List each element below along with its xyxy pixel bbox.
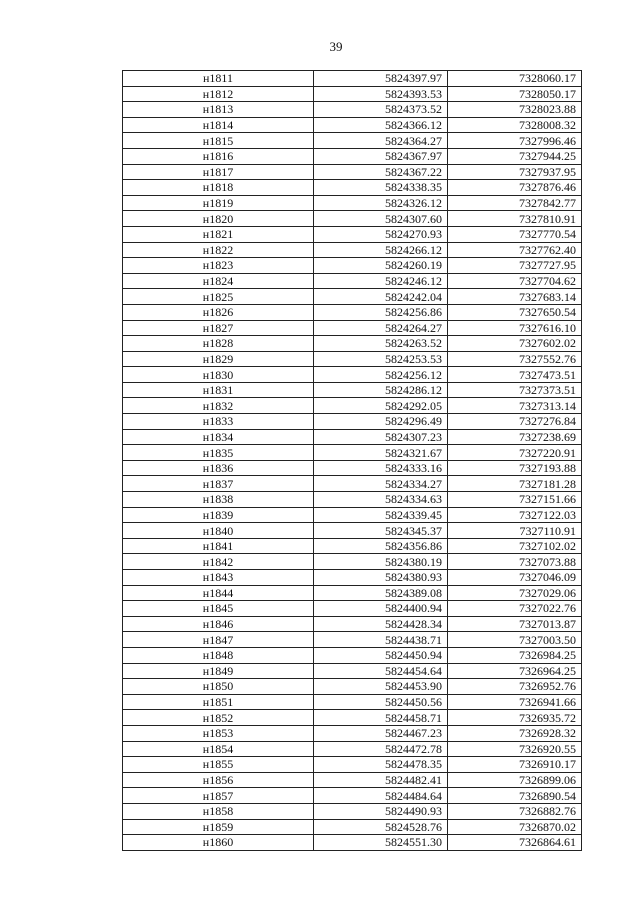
table-row xyxy=(123,320,582,336)
point-id-cell: н1859 xyxy=(123,819,314,835)
table-row xyxy=(123,788,582,804)
y-coordinate-cell: 7327704.62 xyxy=(448,273,582,289)
point-id-cell: н1822 xyxy=(123,242,314,258)
y-coordinate-cell: 7328008.32 xyxy=(448,117,582,133)
x-coordinate-cell: 5824454.64 xyxy=(314,663,448,679)
table-row xyxy=(123,492,582,508)
x-coordinate-cell: 5824356.86 xyxy=(314,538,448,554)
y-coordinate-cell: 7326952.76 xyxy=(448,679,582,695)
point-id-cell: н1837 xyxy=(123,476,314,492)
y-coordinate-cell: 7327046.09 xyxy=(448,570,582,586)
x-coordinate-cell: 5824307.23 xyxy=(314,429,448,445)
x-coordinate-cell: 5824528.76 xyxy=(314,819,448,835)
table-row xyxy=(123,647,582,663)
point-id-cell: н1830 xyxy=(123,367,314,383)
y-coordinate-cell: 7327727.95 xyxy=(448,258,582,274)
y-coordinate-cell: 7327073.88 xyxy=(448,554,582,570)
table-row xyxy=(123,382,582,398)
table-row xyxy=(123,663,582,679)
table-row xyxy=(123,367,582,383)
y-coordinate-cell: 7327022.76 xyxy=(448,601,582,617)
x-coordinate-cell: 5824428.34 xyxy=(314,616,448,632)
y-coordinate-cell: 7327683.14 xyxy=(448,289,582,305)
point-id-cell: н1848 xyxy=(123,647,314,663)
point-id-cell: н1842 xyxy=(123,554,314,570)
x-coordinate-cell: 5824338.35 xyxy=(314,180,448,196)
x-coordinate-cell: 5824345.37 xyxy=(314,523,448,539)
table-row xyxy=(123,585,582,601)
y-coordinate-cell: 7327102.02 xyxy=(448,538,582,554)
y-coordinate-cell: 7327151.66 xyxy=(448,492,582,508)
x-coordinate-cell: 5824286.12 xyxy=(314,382,448,398)
point-id-cell: н1850 xyxy=(123,679,314,695)
table-row xyxy=(123,601,582,617)
point-id-cell: н1816 xyxy=(123,148,314,164)
y-coordinate-cell: 7327937.95 xyxy=(448,164,582,180)
table-row xyxy=(123,226,582,242)
x-coordinate-cell: 5824334.27 xyxy=(314,476,448,492)
y-coordinate-cell: 7327110.91 xyxy=(448,523,582,539)
point-id-cell: н1858 xyxy=(123,803,314,819)
x-coordinate-cell: 5824467.23 xyxy=(314,725,448,741)
point-id-cell: н1853 xyxy=(123,725,314,741)
point-id-cell: н1829 xyxy=(123,351,314,367)
table-row xyxy=(123,180,582,196)
y-coordinate-cell: 7327810.91 xyxy=(448,211,582,227)
x-coordinate-cell: 5824292.05 xyxy=(314,398,448,414)
x-coordinate-cell: 5824264.27 xyxy=(314,320,448,336)
point-id-cell: н1836 xyxy=(123,460,314,476)
y-coordinate-cell: 7327944.25 xyxy=(448,148,582,164)
x-coordinate-cell: 5824389.08 xyxy=(314,585,448,601)
y-coordinate-cell: 7327876.46 xyxy=(448,180,582,196)
point-id-cell: н1843 xyxy=(123,570,314,586)
point-id-cell: н1856 xyxy=(123,772,314,788)
table-row xyxy=(123,273,582,289)
x-coordinate-cell: 5824334.63 xyxy=(314,492,448,508)
point-id-cell: н1817 xyxy=(123,164,314,180)
y-coordinate-cell: 7326920.55 xyxy=(448,741,582,757)
point-id-cell: н1820 xyxy=(123,211,314,227)
y-coordinate-cell: 7326870.02 xyxy=(448,819,582,835)
x-coordinate-cell: 5824453.90 xyxy=(314,679,448,695)
point-id-cell: н1840 xyxy=(123,523,314,539)
point-id-cell: н1846 xyxy=(123,616,314,632)
table-row xyxy=(123,414,582,430)
y-coordinate-cell: 7327996.46 xyxy=(448,133,582,149)
table-row xyxy=(123,164,582,180)
x-coordinate-cell: 5824490.93 xyxy=(314,803,448,819)
y-coordinate-cell: 7326864.61 xyxy=(448,835,582,851)
y-coordinate-cell: 7326890.54 xyxy=(448,788,582,804)
x-coordinate-cell: 5824266.12 xyxy=(314,242,448,258)
point-id-cell: н1815 xyxy=(123,133,314,149)
point-id-cell: н1831 xyxy=(123,382,314,398)
table-row xyxy=(123,304,582,320)
point-id-cell: н1812 xyxy=(123,86,314,102)
point-id-cell: н1834 xyxy=(123,429,314,445)
y-coordinate-cell: 7326928.32 xyxy=(448,725,582,741)
page-number: 39 xyxy=(329,39,343,54)
table-row xyxy=(123,351,582,367)
table-row xyxy=(123,725,582,741)
table-row xyxy=(123,429,582,445)
y-coordinate-cell: 7327193.88 xyxy=(448,460,582,476)
table-row xyxy=(123,148,582,164)
x-coordinate-cell: 5824263.52 xyxy=(314,336,448,352)
table-row xyxy=(123,538,582,554)
y-coordinate-cell: 7327762.40 xyxy=(448,242,582,258)
table-row xyxy=(123,679,582,695)
point-id-cell: н1854 xyxy=(123,741,314,757)
x-coordinate-cell: 5824260.19 xyxy=(314,258,448,274)
table-row xyxy=(123,86,582,102)
table-row xyxy=(123,803,582,819)
x-coordinate-cell: 5824326.12 xyxy=(314,195,448,211)
table-row xyxy=(123,71,582,87)
y-coordinate-cell: 7327122.03 xyxy=(448,507,582,523)
y-coordinate-cell: 7327276.84 xyxy=(448,414,582,430)
table-row xyxy=(123,710,582,726)
point-id-cell: н1857 xyxy=(123,788,314,804)
point-id-cell: н1827 xyxy=(123,320,314,336)
point-id-cell: н1855 xyxy=(123,757,314,773)
table-row xyxy=(123,289,582,305)
x-coordinate-cell: 5824484.64 xyxy=(314,788,448,804)
y-coordinate-cell: 7327473.51 xyxy=(448,367,582,383)
y-coordinate-cell: 7327003.50 xyxy=(448,632,582,648)
point-id-cell: н1851 xyxy=(123,694,314,710)
point-id-cell: н1825 xyxy=(123,289,314,305)
x-coordinate-cell: 5824482.41 xyxy=(314,772,448,788)
x-coordinate-cell: 5824450.94 xyxy=(314,647,448,663)
y-coordinate-cell: 7326984.25 xyxy=(448,647,582,663)
x-coordinate-cell: 5824364.27 xyxy=(314,133,448,149)
x-coordinate-cell: 5824478.35 xyxy=(314,757,448,773)
y-coordinate-cell: 7326941.66 xyxy=(448,694,582,710)
x-coordinate-cell: 5824367.22 xyxy=(314,164,448,180)
x-coordinate-cell: 5824366.12 xyxy=(314,117,448,133)
table-row xyxy=(123,445,582,461)
point-id-cell: н1832 xyxy=(123,398,314,414)
y-coordinate-cell: 7327313.14 xyxy=(448,398,582,414)
point-id-cell: н1823 xyxy=(123,258,314,274)
x-coordinate-cell: 5824380.19 xyxy=(314,554,448,570)
x-coordinate-cell: 5824256.86 xyxy=(314,304,448,320)
point-id-cell: н1839 xyxy=(123,507,314,523)
table-row xyxy=(123,757,582,773)
x-coordinate-cell: 5824296.49 xyxy=(314,414,448,430)
table-row xyxy=(123,819,582,835)
y-coordinate-cell: 7327181.28 xyxy=(448,476,582,492)
y-coordinate-cell: 7327373.51 xyxy=(448,382,582,398)
point-id-cell: н1845 xyxy=(123,601,314,617)
table-row xyxy=(123,242,582,258)
table-row xyxy=(123,507,582,523)
x-coordinate-cell: 5824339.45 xyxy=(314,507,448,523)
point-id-cell: н1824 xyxy=(123,273,314,289)
y-coordinate-cell: 7327013.87 xyxy=(448,616,582,632)
point-id-cell: н1838 xyxy=(123,492,314,508)
table-row xyxy=(123,772,582,788)
point-id-cell: н1818 xyxy=(123,180,314,196)
y-coordinate-cell: 7327029.06 xyxy=(448,585,582,601)
x-coordinate-cell: 5824242.04 xyxy=(314,289,448,305)
y-coordinate-cell: 7327770.54 xyxy=(448,226,582,242)
point-id-cell: н1819 xyxy=(123,195,314,211)
y-coordinate-cell: 7327650.54 xyxy=(448,304,582,320)
y-coordinate-cell: 7328050.17 xyxy=(448,86,582,102)
y-coordinate-cell: 7328060.17 xyxy=(448,71,582,87)
y-coordinate-cell: 7327842.77 xyxy=(448,195,582,211)
table-row xyxy=(123,741,582,757)
y-coordinate-cell: 7326899.06 xyxy=(448,772,582,788)
y-coordinate-cell: 7326882.76 xyxy=(448,803,582,819)
table-row xyxy=(123,523,582,539)
x-coordinate-cell: 5824373.52 xyxy=(314,102,448,118)
point-id-cell: н1849 xyxy=(123,663,314,679)
x-coordinate-cell: 5824458.71 xyxy=(314,710,448,726)
x-coordinate-cell: 5824397.97 xyxy=(314,71,448,87)
x-coordinate-cell: 5824367.97 xyxy=(314,148,448,164)
point-id-cell: н1852 xyxy=(123,710,314,726)
y-coordinate-cell: 7326910.17 xyxy=(448,757,582,773)
table-row xyxy=(123,211,582,227)
coordinates-table xyxy=(122,70,582,851)
table-row xyxy=(123,570,582,586)
table-row xyxy=(123,632,582,648)
x-coordinate-cell: 5824256.12 xyxy=(314,367,448,383)
x-coordinate-cell: 5824438.71 xyxy=(314,632,448,648)
y-coordinate-cell: 7327602.02 xyxy=(448,336,582,352)
point-id-cell: н1828 xyxy=(123,336,314,352)
table-row xyxy=(123,102,582,118)
y-coordinate-cell: 7327552.76 xyxy=(448,351,582,367)
coordinates-table-body xyxy=(123,71,582,851)
table-row xyxy=(123,117,582,133)
table-row xyxy=(123,694,582,710)
point-id-cell: н1811 xyxy=(123,71,314,87)
y-coordinate-cell: 7327238.69 xyxy=(448,429,582,445)
point-id-cell: н1844 xyxy=(123,585,314,601)
point-id-cell: н1826 xyxy=(123,304,314,320)
x-coordinate-cell: 5824393.53 xyxy=(314,86,448,102)
x-coordinate-cell: 5824321.67 xyxy=(314,445,448,461)
point-id-cell: н1841 xyxy=(123,538,314,554)
x-coordinate-cell: 5824380.93 xyxy=(314,570,448,586)
y-coordinate-cell: 7327220.91 xyxy=(448,445,582,461)
table-row xyxy=(123,195,582,211)
y-coordinate-cell: 7326964.25 xyxy=(448,663,582,679)
table-row xyxy=(123,133,582,149)
y-coordinate-cell: 7326935.72 xyxy=(448,710,582,726)
point-id-cell: н1847 xyxy=(123,632,314,648)
x-coordinate-cell: 5824400.94 xyxy=(314,601,448,617)
table-row xyxy=(123,336,582,352)
x-coordinate-cell: 5824307.60 xyxy=(314,211,448,227)
table-row xyxy=(123,460,582,476)
point-id-cell: н1814 xyxy=(123,117,314,133)
y-coordinate-cell: 7327616.10 xyxy=(448,320,582,336)
x-coordinate-cell: 5824253.53 xyxy=(314,351,448,367)
table-row xyxy=(123,835,582,851)
y-coordinate-cell: 7328023.88 xyxy=(448,102,582,118)
table-row xyxy=(123,616,582,632)
point-id-cell: н1860 xyxy=(123,835,314,851)
x-coordinate-cell: 5824450.56 xyxy=(314,694,448,710)
table-row xyxy=(123,476,582,492)
table-row xyxy=(123,398,582,414)
x-coordinate-cell: 5824551.30 xyxy=(314,835,448,851)
table-row xyxy=(123,258,582,274)
point-id-cell: н1835 xyxy=(123,445,314,461)
x-coordinate-cell: 5824246.12 xyxy=(314,273,448,289)
point-id-cell: н1833 xyxy=(123,414,314,430)
point-id-cell: н1821 xyxy=(123,226,314,242)
x-coordinate-cell: 5824472.78 xyxy=(314,741,448,757)
point-id-cell: н1813 xyxy=(123,102,314,118)
x-coordinate-cell: 5824270.93 xyxy=(314,226,448,242)
x-coordinate-cell: 5824333.16 xyxy=(314,460,448,476)
table-row xyxy=(123,554,582,570)
